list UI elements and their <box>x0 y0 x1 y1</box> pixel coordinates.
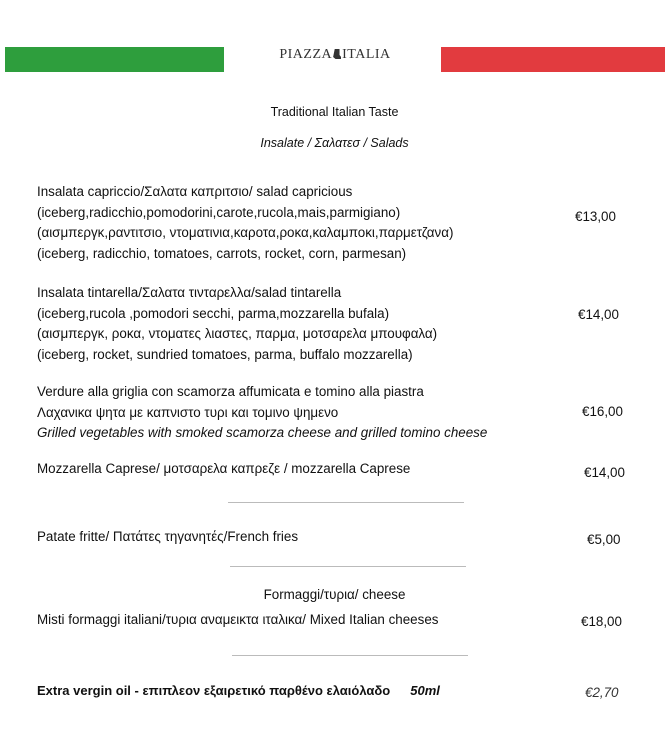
extra-oil-price: €2,70 <box>585 685 619 700</box>
extra-oil-qty: 50ml <box>410 683 440 698</box>
extra-oil-label: Extra vergin oil - επιπλεον εξαιρετικό παρθένο ελαιόλαδο <box>37 683 391 698</box>
item-name: Patate fritte/ Πατάτες τηγανητές/French fries <box>37 529 299 544</box>
menu-item-verdure <box>37 382 567 444</box>
item-price: €5,00 <box>587 532 621 547</box>
menu-item-tintarella <box>37 283 562 365</box>
item-name-gr: Λαχανικα ψητα με καπνιστο τυρι και τομινο ψημενο <box>37 404 339 420</box>
item-name: Insalata capriccio/Σαλατα καπριτσιο/ salad capricious <box>37 184 353 199</box>
italian-flag-red-band <box>441 47 665 72</box>
item-ingredients-gr: (αισμπεργκ, ροκα, ντοματες λιαστες, παρμα, μοτσαρελα μπουφαλα) <box>37 326 438 341</box>
item-name: Insalata tintarella/Σαλατα τινταρελλα/salad tintarella <box>37 285 342 300</box>
section-title: Insalate / Σαλατεσ / Salads <box>260 136 409 150</box>
menu-item-fries <box>37 527 562 548</box>
item-price: €13,00 <box>575 209 616 224</box>
menu-item-capriccio <box>37 182 562 264</box>
italian-flag-green-band <box>5 47 224 72</box>
italy-boot-icon <box>333 49 341 59</box>
menu-item-cheeses <box>37 610 562 631</box>
item-name: Misti formaggi italiani/τυρια αναμεικτα ιταλικα/ Mixed Italian cheeses <box>37 612 439 627</box>
item-ingredients-en: (iceberg, radicchio, tomatoes, carrots, rocket, corn, parmesan) <box>37 245 407 261</box>
menu-item-caprese <box>37 459 562 480</box>
item-ingredients-it: (iceberg,rucola ,pomodori secchi, parma,mozzarella bufala) <box>37 305 390 321</box>
item-price: €14,00 <box>584 465 625 480</box>
item-ingredients-gr: (αισμπεργκ,ραντιτσιο, ντοματινια,καροτα,ροκα,καλαμποκι,παρμετζανα) <box>37 225 454 240</box>
item-ingredients-en: (iceberg, rocket, sundried tomatoes, parma, buffalo mozzarella) <box>37 346 413 362</box>
item-ingredients-it: (iceberg,radicchio,pomodorini,carote,rucola,mais,parmigiano) <box>37 204 401 220</box>
item-price: €16,00 <box>582 404 623 419</box>
divider <box>232 655 468 656</box>
item-price: €18,00 <box>581 614 622 629</box>
item-price: €14,00 <box>578 307 619 322</box>
divider <box>228 502 464 503</box>
tagline: Traditional Italian Taste <box>270 105 399 119</box>
extra-oil <box>37 683 440 698</box>
item-name-en: Grilled vegetables with smoked scamorza cheese and grilled tomino cheese <box>37 425 488 440</box>
divider <box>230 566 466 567</box>
cheese-subheading: Formaggi/τυρια/ cheese <box>263 587 406 602</box>
item-name: Verdure alla griglia con scamorza affumicata e tomino alla piastra <box>37 384 424 399</box>
brand-logo: PIAZZA ITALIA <box>279 47 391 62</box>
item-name: Mozzarella Caprese/ μοτσαρελα καπρεζε / mozzarella Caprese <box>37 461 411 476</box>
